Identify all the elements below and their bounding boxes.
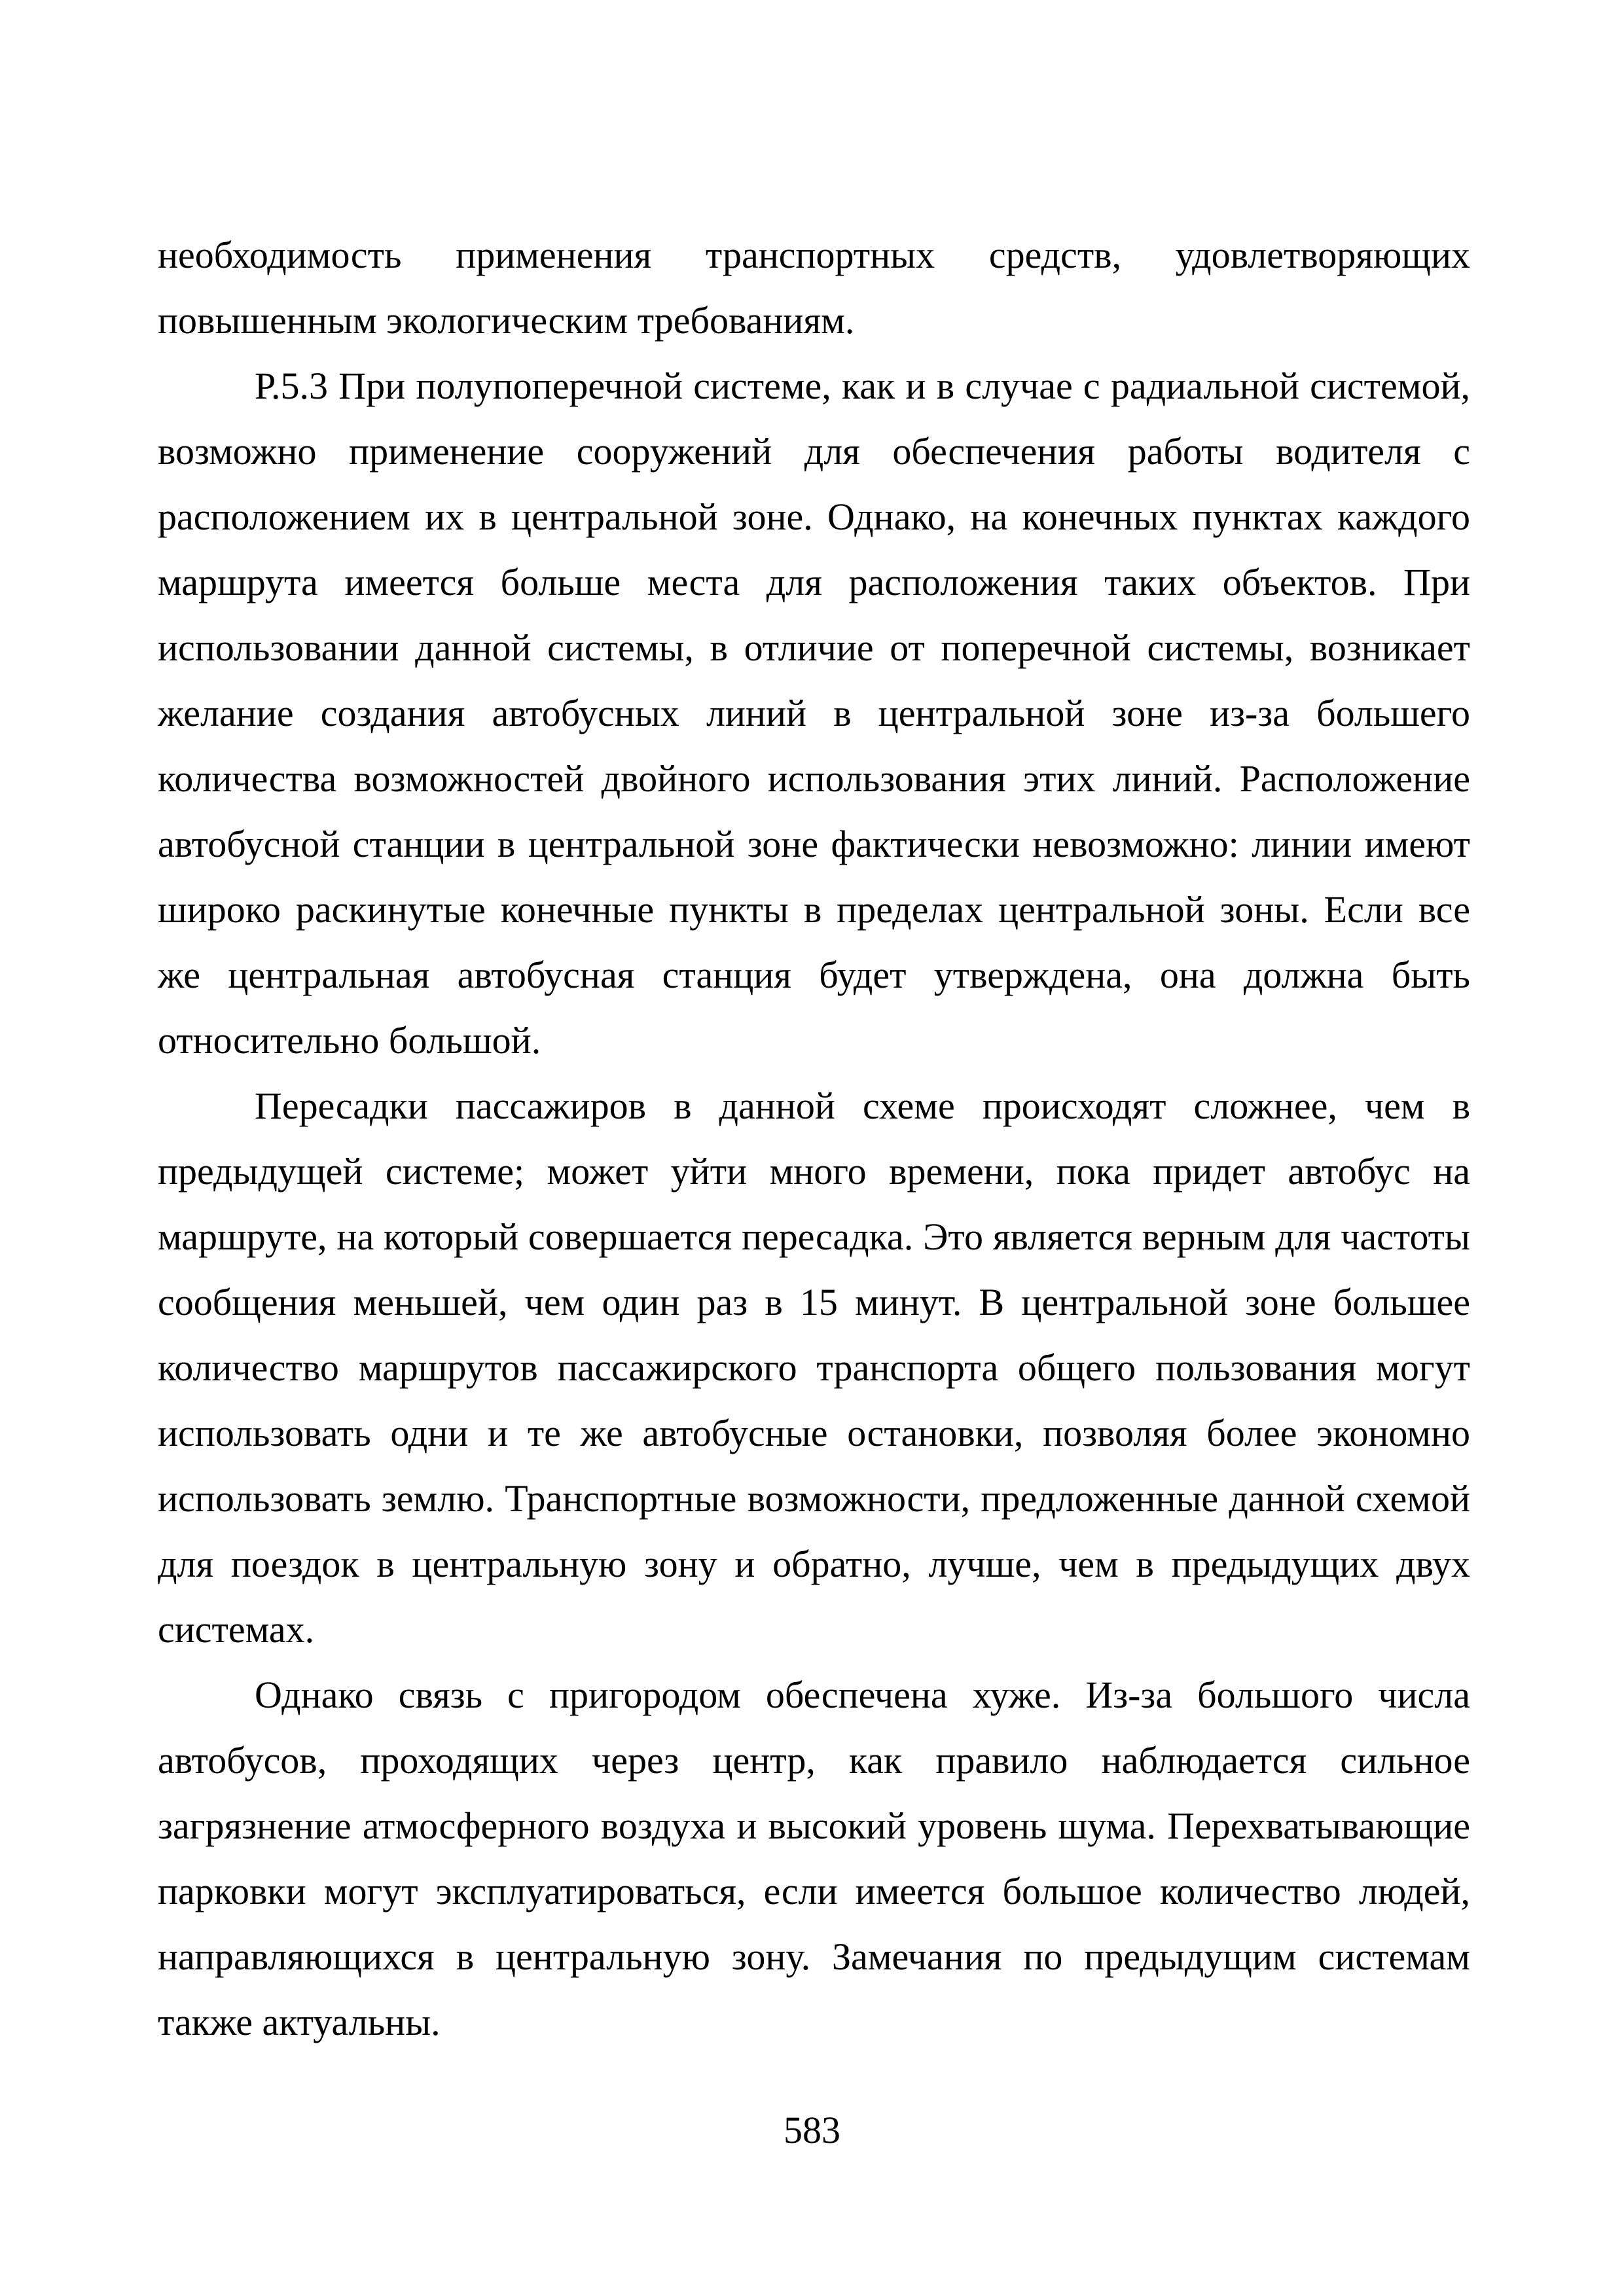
page-number: 583 (784, 2109, 840, 2151)
page-body (158, 223, 1470, 2055)
paragraph-transfers: Пересадки пассажиров в данной схеме происходят сложнее, чем в предыдущей системе; может уйти много времени, пока придет автобус на маршруте, на который совершается пересадка. Это является верным для частоты сообщения меньшей, чем один раз в 15 минут. В центральной зоне большее количество маршрутов пассажирского транспорта общего пользования могут использовать одни и те же автобусные остановки, позволяя более экономно использовать землю. Транспортные возможности, предложенные данной схемой для поездок в центральную зону и обратно, лучше, чем в предыдущих двух системах. (158, 1085, 1470, 1651)
paragraph-suburb-connection: Однако связь с пригородом обеспечена хуже. Из-за большого числа автобусов, проходящих через центр, как правило наблюдается сильное загрязнение атмосферного воздуха и высокий уровень шума. Перехватывающие парковки могут эксплуатироваться, если имеется большое количество людей, направляющихся в центральную зону. Замечания по предыдущим системам также актуальны. (158, 1674, 1470, 2043)
paragraph-r-5-3: Р.5.3 При полупоперечной системе, как и в случае с радиальной системой, возможно применение сооружений для обеспечения работы водителя с расположением их в центральной зоне. Однако, на конечных пунктах каждого маршрута имеется больше места для расположения таких объектов. При использовании данной системы, в отличие от поперечной системы, возникает желание создания автобусных линий в центральной зоне из-за большего количества возможностей двойного использования этих линий. Расположение автобусной станции в центральной зоне фактически невозможно: линии имеют широко раскинутые конечные пункты в пределах центральной зоны. Если все же центральная автобусная станция будет утверждена, она должна быть относительно большой. (158, 365, 1470, 1062)
paragraph-continuation: необходимость применения транспортных средств, удовлетворяющих повышенным экологическим требованиям. (158, 234, 1470, 342)
